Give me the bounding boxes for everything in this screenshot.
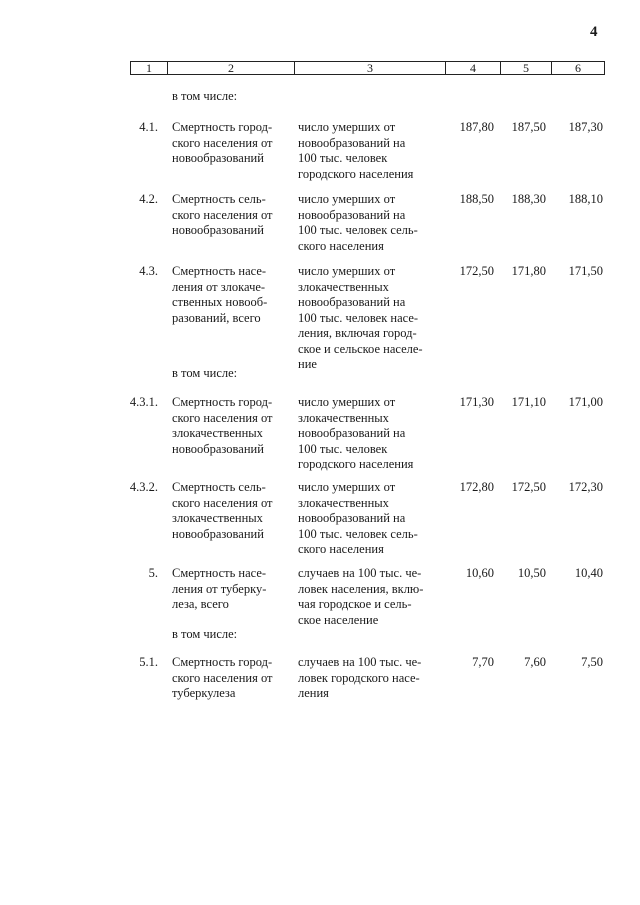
unit-description-line: 100 тыс. человек [298, 441, 388, 456]
indicator-name-line: злокачественных [172, 426, 263, 440]
indicator-name-line: Смертность сель- [172, 192, 266, 206]
unit-description-line: ние [298, 357, 317, 371]
unit-description-line: новообразований на [298, 511, 406, 525]
indicator-name-line: новообразований [172, 526, 264, 541]
indicator-name-line: ского населения от [172, 410, 273, 425]
unit-description-line: новообразований на [298, 426, 406, 440]
indicator-name-line: злокачественных [172, 511, 263, 525]
indicator-name-line: ского населения от [172, 135, 273, 150]
unit-description-line: ления, включая город- [298, 326, 417, 340]
row-code: 4.3.2. [129, 480, 158, 494]
value-col-6: 171,00 [568, 395, 603, 409]
value-col-6: 188,10 [568, 192, 603, 206]
indicator-name-line: новообразований [172, 441, 264, 456]
unit-description-line: ское население [298, 612, 379, 627]
page-number: 4 [590, 24, 598, 40]
unit-description-line: ловек городского насе- [298, 670, 420, 685]
unit-description-line: случаев на 100 тыс. че- [298, 655, 422, 669]
unit-description-line: новообразований на [298, 295, 406, 309]
unit-description-line: ловек населения, вклю- [298, 581, 424, 596]
unit-description-line: городского населения [298, 457, 414, 471]
unit-description-line: число умерших от [298, 480, 396, 494]
value-col-5: 7,60 [524, 655, 546, 669]
header-col-5: 5 [500, 62, 551, 74]
value-col-4: 171,30 [459, 395, 494, 409]
indicator-name-line: леза, всего [172, 597, 229, 611]
row-code: 4.3.1. [129, 395, 158, 409]
row-code: 5. [148, 566, 158, 580]
unit-description-line: число умерших от [298, 192, 396, 206]
unit-description-line: новообразований на [298, 207, 406, 222]
value-col-5: 172,50 [511, 480, 546, 494]
value-col-6: 172,30 [568, 480, 603, 494]
value-col-6: 187,30 [568, 120, 603, 134]
value-col-4: 172,80 [459, 480, 494, 494]
indicator-name-line: туберкулеза [172, 686, 236, 700]
indicator-name-line: ления от злокаче- [172, 279, 266, 294]
indicator-name-line: ления от туберку- [172, 581, 267, 596]
unit-description-line: чая городское и сель- [298, 597, 412, 611]
indicator-name-line: Смертность насе- [172, 264, 267, 278]
indicator-name-line: ственных новооб- [172, 295, 268, 309]
unit-description-line: число умерших от [298, 395, 396, 409]
unit-description-line: новообразований на [298, 135, 406, 150]
row-code: 4.3. [139, 264, 158, 278]
unit-description-line: случаев на 100 тыс. че- [298, 566, 422, 580]
subheading-in-that-number: в том числе: [172, 89, 238, 103]
unit-description-line: 100 тыс. человек [298, 151, 388, 165]
header-col-6: 6 [551, 62, 604, 74]
indicator-name-line: Смертность город- [172, 395, 273, 409]
value-col-4: 188,50 [459, 192, 494, 206]
unit-description-line: ского населения [298, 238, 384, 253]
indicator-name-line: Смертность город- [172, 120, 273, 134]
unit-description-line: число умерших от [298, 120, 396, 134]
header-col-2: 2 [167, 62, 294, 74]
value-col-4: 7,70 [472, 655, 494, 669]
unit-description-line: число умерших от [298, 264, 396, 278]
unit-description-line: городского населения [298, 166, 414, 181]
header-col-3: 3 [294, 62, 445, 74]
row-code: 5.1. [139, 655, 158, 669]
indicator-name-line: Смертность насе- [172, 566, 267, 580]
value-col-5: 171,80 [511, 264, 546, 278]
row-code: 4.2. [139, 192, 158, 206]
unit-description-line: ления [298, 686, 329, 700]
header-col-1: 1 [146, 61, 152, 75]
column-number-header [130, 61, 605, 75]
value-col-5: 10,50 [517, 566, 546, 580]
unit-description-line: 100 тыс. человек сель- [298, 223, 418, 237]
indicator-name-line: Смертность сель- [172, 480, 266, 494]
unit-description-line: ского населения [298, 542, 384, 556]
unit-description-line: ское и сельское населе- [298, 341, 423, 356]
unit-description-line: злокачественных [298, 410, 389, 425]
row-code: 4.1. [139, 120, 158, 134]
value-col-6: 10,40 [574, 566, 603, 580]
indicator-name-line: ского населения от [172, 495, 273, 510]
indicator-name-line: новообразований [172, 151, 264, 165]
value-col-5: 187,50 [511, 120, 546, 134]
value-col-5: 188,30 [511, 192, 546, 206]
indicator-name-line: ского населения от [172, 670, 273, 685]
unit-description-line: злокачественных [298, 495, 389, 510]
value-col-6: 171,50 [568, 264, 603, 278]
subheading-in-that-number: в том числе: [172, 627, 238, 641]
indicator-name-line: новообразований [172, 223, 264, 237]
indicator-name-line: разований, всего [172, 310, 261, 325]
value-col-5: 171,10 [511, 395, 546, 409]
value-col-4: 172,50 [459, 264, 494, 278]
unit-description-line: злокачественных [298, 279, 389, 294]
value-col-6: 7,50 [581, 655, 603, 669]
indicator-name-line: Смертность город- [172, 655, 273, 669]
subheading-in-that-number: в том числе: [172, 366, 238, 380]
unit-description-line: 100 тыс. человек сель- [298, 526, 418, 541]
value-col-4: 187,80 [459, 120, 494, 134]
indicator-name-line: ского населения от [172, 207, 273, 222]
value-col-4: 10,60 [465, 566, 494, 580]
unit-description-line: 100 тыс. человек насе- [298, 310, 419, 325]
header-col-4: 4 [445, 62, 500, 74]
